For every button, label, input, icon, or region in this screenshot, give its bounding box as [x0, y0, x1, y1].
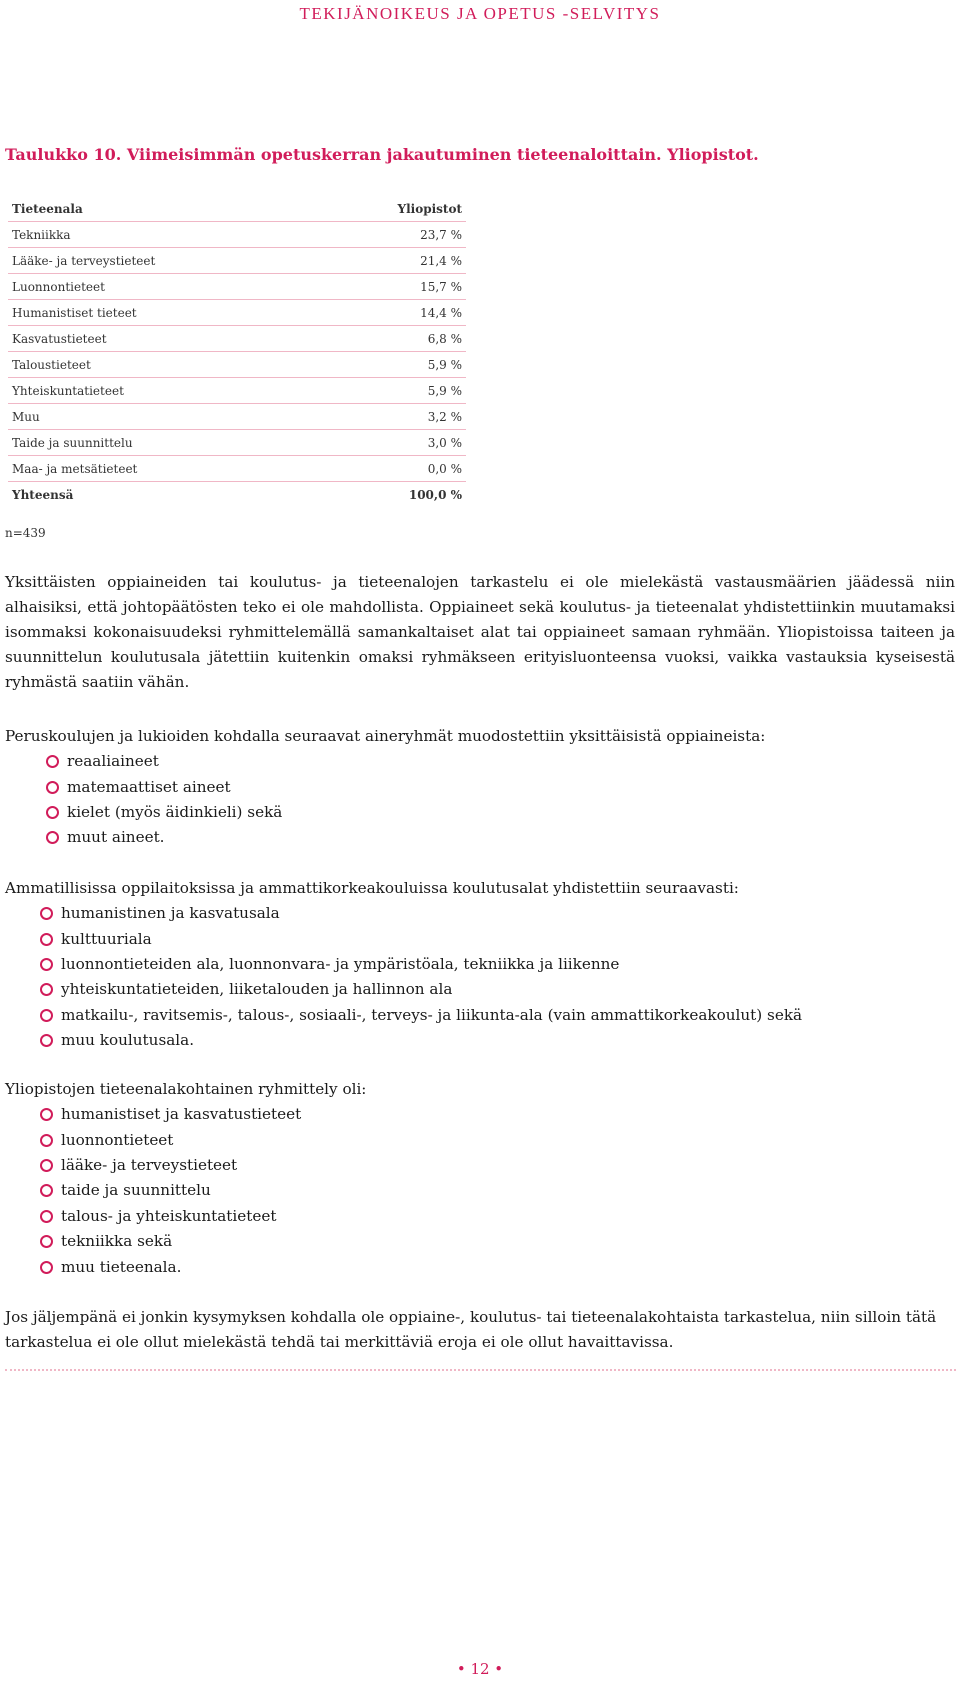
- row-label: Maa- ja metsätieteet: [8, 456, 318, 482]
- schools-intro: Peruskoulujen ja lukioiden kohdalla seuraavat aineryhmät muodostettiin yksittäisistä oppiaineista:: [5, 727, 766, 745]
- list-item: [40, 952, 802, 977]
- list-item-text: humanistiset ja kasvatustieteet: [61, 1105, 302, 1124]
- table-row: [8, 326, 466, 352]
- list-item: [46, 825, 282, 850]
- row-label: Luonnontieteet: [8, 274, 318, 300]
- circle-bullet-icon: [40, 1235, 53, 1248]
- table-row: [8, 248, 466, 274]
- row-label: Muu: [8, 404, 318, 430]
- circle-bullet-icon: [40, 1134, 53, 1147]
- row-value: 15,7 %: [318, 274, 466, 300]
- table-row: [8, 274, 466, 300]
- list-item-text: luonnontieteiden ala, luonnonvara- ja ympäristöala, tekniikka ja liikenne: [61, 954, 620, 973]
- row-value: 3,2 %: [318, 404, 466, 430]
- body-paragraph-grouping: Yksittäisten oppiaineiden tai koulutus- ja tieteenalojen tarkastelu ei ole mielekästä vastausmäärien jäädessä niin alhaisiksi, että johtopäätösten teko ei ole mahdollista. Oppiaineet sekä koulutus- ja tieteenalat yhdistettiinkin muutamaksi isommaksi kokonaisuudeksi ryhmittelemällä samankaltaiset alat tai oppiaineet samaan ryhmään. Yliopistoissa taiteen ja suunnittelun koulutusala jätettiin kuitenkin omaksi ryhmäkseen erityisluonteensa vuoksi, vaikka vastauksia kyseisestä ryhmästä saatiin vähän.: [5, 573, 955, 691]
- circle-bullet-icon: [40, 958, 53, 971]
- sample-size-note: n=439: [5, 526, 46, 540]
- list-item-text: muu tieteenala.: [61, 1257, 182, 1276]
- list-item: [40, 1178, 301, 1203]
- list-item-text: tekniikka sekä: [61, 1232, 173, 1251]
- table-row: [8, 222, 466, 248]
- list-item: [40, 1229, 301, 1254]
- row-label: Tekniikka: [8, 222, 318, 248]
- circle-bullet-icon: [40, 1184, 53, 1197]
- row-value: 5,9 %: [318, 378, 466, 404]
- row-value: 6,8 %: [318, 326, 466, 352]
- list-item-text: kielet (myös äidinkieli) sekä: [67, 802, 283, 821]
- row-label: Lääke- ja terveystieteet: [8, 248, 318, 274]
- vocational-list: [40, 901, 802, 1053]
- page-number: • 12 •: [456, 1660, 504, 1678]
- circle-bullet-icon: [46, 806, 59, 819]
- list-item: [40, 1127, 301, 1152]
- list-item: [40, 1204, 301, 1229]
- circle-bullet-icon: [40, 1009, 53, 1022]
- total-value: 100,0 %: [408, 487, 462, 502]
- list-item-text: matemaattiset aineet: [67, 777, 231, 796]
- running-header: TEKIJÄNOIKEUS JA OPETUS -SELVITYS: [299, 4, 661, 23]
- list-item: [40, 1028, 802, 1053]
- circle-bullet-icon: [46, 781, 59, 794]
- row-label: Kasvatustieteet: [8, 326, 318, 352]
- table-row: [8, 352, 466, 378]
- circle-bullet-icon: [40, 1108, 53, 1121]
- universities-list: [40, 1102, 301, 1280]
- list-item-text: talous- ja yhteiskuntatieteet: [61, 1206, 277, 1225]
- list-item: [40, 1254, 301, 1279]
- universities-intro: Yliopistojen tieteenalakohtainen ryhmittely oli:: [5, 1080, 367, 1098]
- circle-bullet-icon: [40, 933, 53, 946]
- list-item-text: muu koulutusala.: [61, 1031, 195, 1050]
- list-item-text: lääke- ja terveystieteet: [61, 1155, 238, 1174]
- row-value: 3,0 %: [318, 430, 466, 456]
- list-item: [40, 1153, 301, 1178]
- row-label: Yhteiskuntatieteet: [8, 378, 318, 404]
- circle-bullet-icon: [46, 755, 59, 768]
- vocational-intro: Ammatillisissa oppilaitoksissa ja ammattikorkeakouluissa koulutusalat yhdistettiin seuraavasti:: [5, 879, 739, 897]
- circle-bullet-icon: [40, 1210, 53, 1223]
- statistics-table: [8, 196, 466, 507]
- list-item-text: yhteiskuntatieteiden, liiketalouden ja hallinnon ala: [61, 980, 453, 999]
- row-label: Taide ja suunnittelu: [8, 430, 318, 456]
- list-item: [46, 749, 282, 774]
- circle-bullet-icon: [40, 1034, 53, 1047]
- list-item-text: matkailu-, ravitsemis-, talous-, sosiaali-, terveys- ja liikunta-ala (vain ammattikorkeakoulut) sekä: [61, 1005, 803, 1024]
- list-item: [40, 901, 802, 926]
- list-item-text: reaaliaineet: [67, 752, 159, 771]
- table-row: [8, 300, 466, 326]
- table-row: [8, 378, 466, 404]
- list-item-text: luonnontieteet: [61, 1130, 174, 1149]
- table-row: [8, 456, 466, 482]
- row-value: 14,4 %: [318, 300, 466, 326]
- circle-bullet-icon: [40, 907, 53, 920]
- circle-bullet-icon: [40, 983, 53, 996]
- schools-list: [46, 749, 282, 851]
- row-label: Humanistiset tieteet: [8, 300, 318, 326]
- list-item-text: muut aineet.: [67, 828, 165, 847]
- list-item-text: taide ja suunnittelu: [61, 1181, 211, 1200]
- list-item: [40, 1102, 301, 1127]
- column-header-field: Tieteenala: [8, 196, 318, 222]
- list-item: [40, 926, 802, 951]
- list-item: [46, 800, 282, 825]
- list-item: [40, 1003, 802, 1028]
- table-header-row: [8, 196, 466, 222]
- column-header-universities: Yliopistot: [318, 196, 466, 222]
- table-title: Taulukko 10. Viimeisimmän opetuskerran jakautuminen tieteenaloittain. Yliopistot.: [5, 145, 759, 164]
- dotted-divider: [5, 1369, 956, 1371]
- list-item: [40, 977, 802, 1002]
- row-value: 0,0 %: [318, 456, 466, 482]
- row-value: 5,9 %: [318, 352, 466, 378]
- table-total-row: [8, 482, 466, 508]
- circle-bullet-icon: [40, 1159, 53, 1172]
- row-value: 21,4 %: [318, 248, 466, 274]
- table-row: [8, 430, 466, 456]
- list-item-text: kulttuuriala: [61, 929, 152, 948]
- list-item-text: humanistinen ja kasvatusala: [61, 904, 280, 923]
- row-label: Taloustieteet: [8, 352, 318, 378]
- closing-paragraph: Jos jäljempänä ei jonkin kysymyksen kohdalla ole oppiaine-, koulutus- tai tieteenalakohtaista tarkastelua, niin silloin tätä tarkastelua ei ole ollut mielekästä tehdä tai merkittäviä eroja ei ole ollut havaittavissa.: [5, 1308, 937, 1351]
- circle-bullet-icon: [46, 831, 59, 844]
- table-row: [8, 404, 466, 430]
- row-value: 23,7 %: [318, 222, 466, 248]
- circle-bullet-icon: [40, 1261, 53, 1274]
- list-item: [46, 774, 282, 799]
- total-label: Yhteensä: [12, 487, 74, 502]
